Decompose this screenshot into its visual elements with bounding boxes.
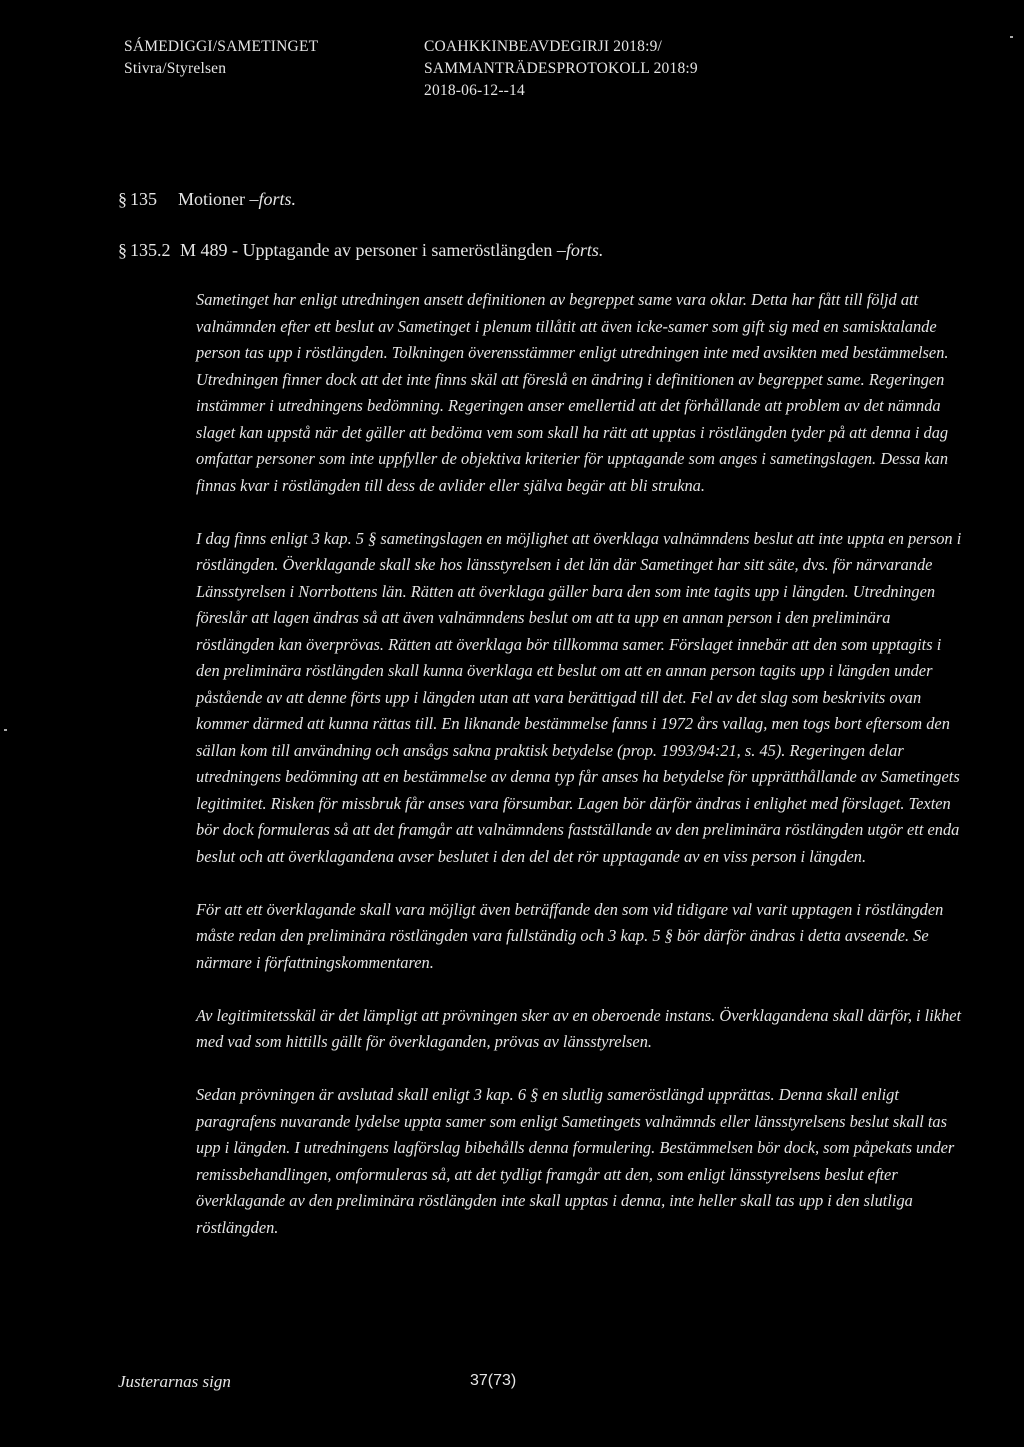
scan-speck — [4, 729, 7, 731]
header-organization — [124, 36, 318, 80]
subsection-symbol: § — [118, 240, 127, 260]
section-heading-135-2 — [118, 240, 603, 261]
paragraph-1: Sametinget har enligt utredningen ansett definitionen av begreppet same vara oklar. Detta har fått till följd att valnämnden efter ett beslut av Sametinget i plenum tillåtit att även icke-samer som gift sig med en samisktalande person tas upp i röstlängden. Tolkningen överensstämmer enligt utredningen inte med avsikten med bestämmelsen. Utredningen finner dock att det inte finns skäl att föreslå en ändring i definitionen av begreppet same. Regeringen instämmer i utredningens bedömning. Regeringen anser emellertid att det förhållande att problem av det nämnda slaget kan uppstå när det gäller att bedöma vem som skall ha rätt att upptas i röstlängden tyder på att denna i dag omfattar personer som inte uppfyller de objektiva kriterier för upptagande som anges i sametingslagen. Dessa kan finnas kvar i röstlängden till dess de avlider eller själva begär att bli strukna. — [196, 290, 949, 495]
header-date: 2018-06-12--14 — [424, 82, 525, 99]
header-org-name: SÁMEDIGGI/SAMETINGET — [124, 38, 319, 55]
paragraph-2: I dag finns enligt 3 kap. 5 § sametingslagen en möjlighet att överklaga valnämndens beslut att inte uppta en person i röstlängden. Överklagande skall ske hos länsstyrelsen i det län där Sametinget har sitt säte, dvs. för närvarande Länsstyrelsen i Norrbottens län. Rätten att överklaga gäller bara den som inte tagits upp i längden. Utredningen föreslår att lagen ändras så att även valnämndens beslut om att ta upp en annan person i den preliminära röstlängden kan överprövas. Rätten att överklaga bör tillkomma samer. Förslaget innebär att den som upptagits i den preliminära röstlängden skall kunna överklaga ett beslut om att en annan person tagits upp i längden under påstående av att denne förts upp i längden utan att vara berättigad till det. Fel av det slag som beskrivits ovan kommer därmed att kunna rättas till. En liknande bestämmelse fanns i 1972 års vallag, men togs bort eftersom den sällan kom till användning och ansågs sakna praktisk betydelse (prop. 1993/94:21, s. 45). Regeringen delar utredningens bedömning att en bestämmelse av denna typ får anses ha betydelse för upprätthållande av Sametingets legitimitet. Risken för missbruk får anses vara försumbar. Lagen bör därför ändras i enlighet med förslaget. Texten bör dock formuleras så att det framgår att valnämndens fastställande av den preliminära röstlängden utgör ett enda beslut och att överklagandena avser beslutet i den del det rör upptagande av en viss person i längden. — [196, 528, 962, 866]
header-org-unit: Stivra/Styrelsen — [124, 60, 227, 77]
document-body — [196, 287, 966, 1268]
subsection-number: 135.2 — [130, 240, 171, 260]
section-title: Motioner – — [178, 189, 259, 209]
subsection-title: M 489 - Upptagande av personer i sameröstlängden – — [180, 240, 566, 260]
section-number: 135 — [130, 189, 157, 209]
footer-signature-label: Justerarnas sign — [118, 1372, 231, 1391]
paragraph-5: Sedan prövningen är avslutad skall enligt 3 kap. 6 § en slutlig sameröstlängd upprättas. Denna skall enligt paragrafens nuvarande lydelse uppta samer som enligt Sametingets valnämnds eller länsstyrelsens beslut skall tas upp i längden. I utredningens lagförslag bibehålls denna formulering. Bestämmelsen bör dock, som påpekats under remissbehandlingen, omformuleras så, att det tydligt framgår att den, som enligt länsstyrelsens beslut efter överklagande av den preliminära röstlängden inte skall upptas i denna, inte heller skall tas upp i den slutliga röstlängden. — [196, 1085, 955, 1237]
footer-page-number: 37(73) — [470, 1372, 517, 1389]
subsection-title-suffix: forts. — [565, 240, 604, 260]
scan-speck — [1010, 36, 1013, 38]
header-protocol — [424, 36, 698, 102]
section-heading-135 — [118, 189, 296, 210]
section-symbol: § — [118, 189, 127, 209]
header-protocol-swedish: SAMMANTRÄDESPROTOKOLL 2018:9 — [424, 60, 698, 77]
paragraph-4: Av legitimitetsskäl är det lämpligt att prövningen sker av en oberoende instans. Överklagandena skall därför, i likhet med vad som hittills gällt för överklaganden, prövas av länsstyrelsen. — [196, 1005, 962, 1051]
section-title-suffix: forts. — [258, 189, 297, 209]
header-protocol-sami: COAHKKINBEAVDEGIRJI 2018:9/ — [424, 38, 663, 55]
paragraph-3: För att ett överklagande skall vara möjligt även beträffande den som vid tidigare val varit upptagen i röstlängden måste redan den preliminära röstlängden vara fullständig och 3 kap. 5 § bör därför ändras i detta avseende. Se närmare i författningskommentaren. — [196, 899, 944, 972]
